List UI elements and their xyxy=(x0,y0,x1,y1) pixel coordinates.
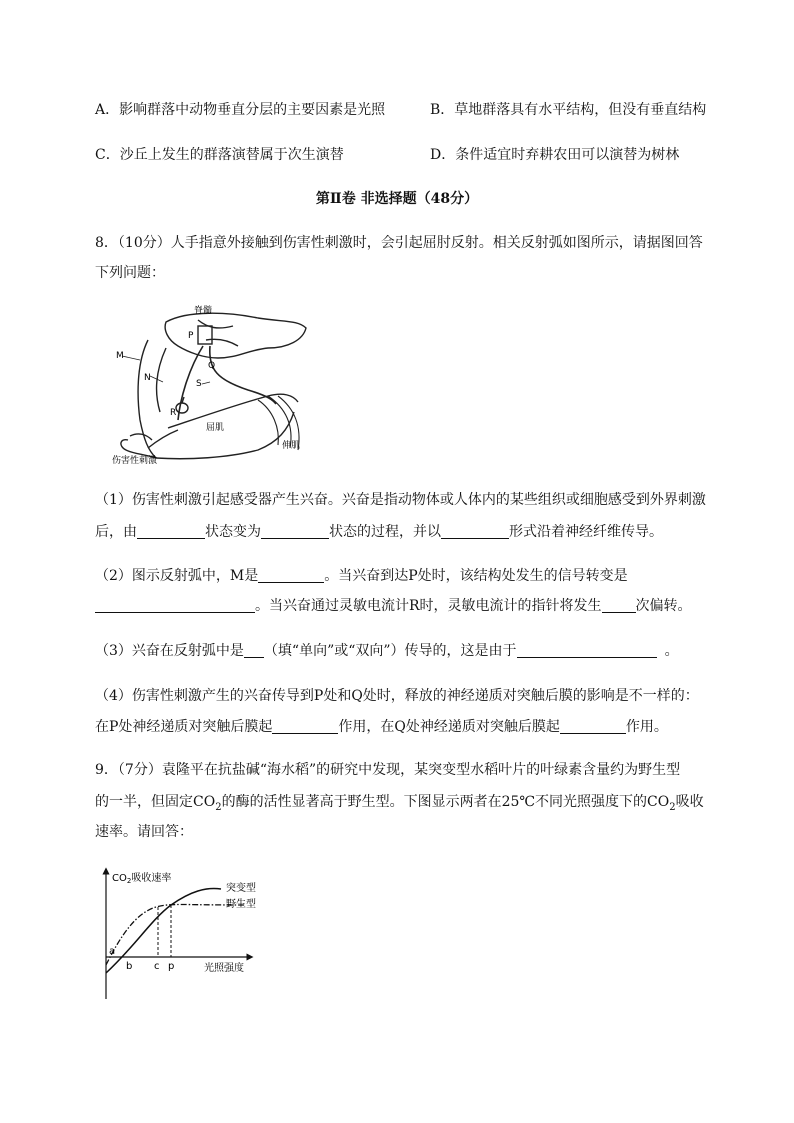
option-c: C．沙丘上发生的群落演替属于次生演替 xyxy=(95,147,344,163)
q8-sub1-text-b: 状态变为 xyxy=(205,524,261,540)
blank-2[interactable] xyxy=(261,524,329,539)
label-n: N xyxy=(144,373,151,383)
label-p: P xyxy=(188,331,194,341)
point-a-label: a xyxy=(109,946,116,957)
q8-sub2-line2 xyxy=(95,596,692,616)
q8-sub2-line1 xyxy=(95,566,628,586)
q9-sub-2: 2 xyxy=(669,801,676,813)
option-a: A．影响群落中动物垂直分层的主要因素是光照 xyxy=(95,102,386,118)
q8-sub4-line1: （4）伤害性刺激产生的兴奋传导到P处和Q处时，释放的神经递质对突触后膜的影响是不一样的： xyxy=(95,688,699,704)
blank-5[interactable] xyxy=(95,598,255,613)
q8-stem-line1: 8．（10分）人手指意外接触到伤害性刺激时，会引起屈肘反射。相关反射弧如图所示，请据图回答 xyxy=(95,235,703,251)
q9-line1: 9．（7分）袁隆平在抗盐碱“海水稻”的研究中发现，某突变型水稻叶片的叶绿素含量约为野生型 xyxy=(95,762,681,778)
y-label: $CO_2$吸收速率 xyxy=(112,873,172,885)
q9-sub-1: 2 xyxy=(215,801,222,813)
q8-sub2-text-a: （2）图示反射弧中，M是 xyxy=(95,568,259,584)
q8-sub1-text-a: 后，由 xyxy=(95,524,137,540)
q9-text-b: 的酶的活性显著高于野生型。下图显示两者在25℃不同光照强度下的CO xyxy=(221,794,670,810)
mutant-label: 突变型 xyxy=(226,883,256,894)
label-spinal-cord: 脊髓 xyxy=(194,306,213,316)
label-extensor: 伸肌 xyxy=(282,441,301,451)
q8-sub2-text-c: 。当兴奋通过灵敏电流计R时，灵敏电流计的指针将发生 xyxy=(255,598,602,614)
blank-9[interactable] xyxy=(272,719,338,734)
q8-sub1-text-d: 形式沿着神经纤维传导。 xyxy=(509,524,663,540)
blank-4[interactable] xyxy=(258,568,324,583)
blank-3[interactable] xyxy=(441,524,509,539)
q8-sub4-line2 xyxy=(95,717,668,737)
q8-sub2-text-d: 次偏转。 xyxy=(635,598,692,614)
q9-line2 xyxy=(95,792,704,818)
label-flexor: 屈肌 xyxy=(206,423,225,433)
q8-sub1-line2 xyxy=(95,522,663,542)
q8-sub1-line1: （1）伤害性刺激引起感受器产生兴奋。兴奋是指动物体或人体内的某些组织或细胞感受到外界刺激 xyxy=(95,492,706,508)
mutant-curve xyxy=(106,889,221,973)
blank-7[interactable] xyxy=(244,643,264,658)
reflex-arc-figure xyxy=(108,300,328,470)
q8-stem-line2: 下列问题： xyxy=(95,265,165,281)
q8-sub2-text-b: 。当兴奋到达P处时，该结构处发生的信号转变是 xyxy=(324,568,628,584)
q8-sub3 xyxy=(95,641,679,661)
blank-1[interactable] xyxy=(137,524,205,539)
section-title: 第Ⅱ卷 非选择题（48分） xyxy=(315,191,479,207)
label-stimulus: 伤害性刺激 xyxy=(112,456,158,466)
q8-sub3-text-a: （3）兴奋在反射弧中是 xyxy=(95,643,244,659)
point-c-label: c xyxy=(154,961,160,972)
label-r: R xyxy=(170,408,177,418)
option-b: B．草地群落具有水平结构，但没有垂直结构 xyxy=(430,102,707,118)
label-m: M xyxy=(116,351,124,361)
label-q: Q xyxy=(208,361,216,371)
blank-10[interactable] xyxy=(560,719,626,734)
label-s: S xyxy=(196,379,202,389)
q8-sub4-text-a: 在P处神经递质对突触后膜起 xyxy=(95,719,273,735)
co2-chart xyxy=(96,865,266,1005)
q9-line3: 速率。请回答： xyxy=(95,824,193,840)
x-label: 光照强度 xyxy=(204,963,244,974)
q8-sub4-text-b: 作用，在Q处神经递质对突触后膜起 xyxy=(338,719,560,735)
option-d: D．条件适宜时弃耕农田可以演替为树林 xyxy=(430,147,680,163)
blank-6[interactable] xyxy=(602,598,636,613)
q9-text-a: 的一半，但固定CO xyxy=(95,794,216,810)
q8-sub3-text-b: （填“单向”或“双向”）传导的，这是由于 xyxy=(263,643,517,659)
point-p-label: p xyxy=(168,961,175,972)
wild-curve xyxy=(106,905,246,966)
q8-sub1-text-c: 状态的过程，并以 xyxy=(329,524,441,540)
blank-8[interactable] xyxy=(517,643,657,658)
q9-text-c: 吸收 xyxy=(675,794,704,810)
q8-sub3-text-c: 。 xyxy=(664,643,679,659)
point-b-label: b xyxy=(126,961,133,972)
q8-sub4-text-c: 作用。 xyxy=(625,719,668,735)
wild-label: 野生型 xyxy=(226,899,256,910)
